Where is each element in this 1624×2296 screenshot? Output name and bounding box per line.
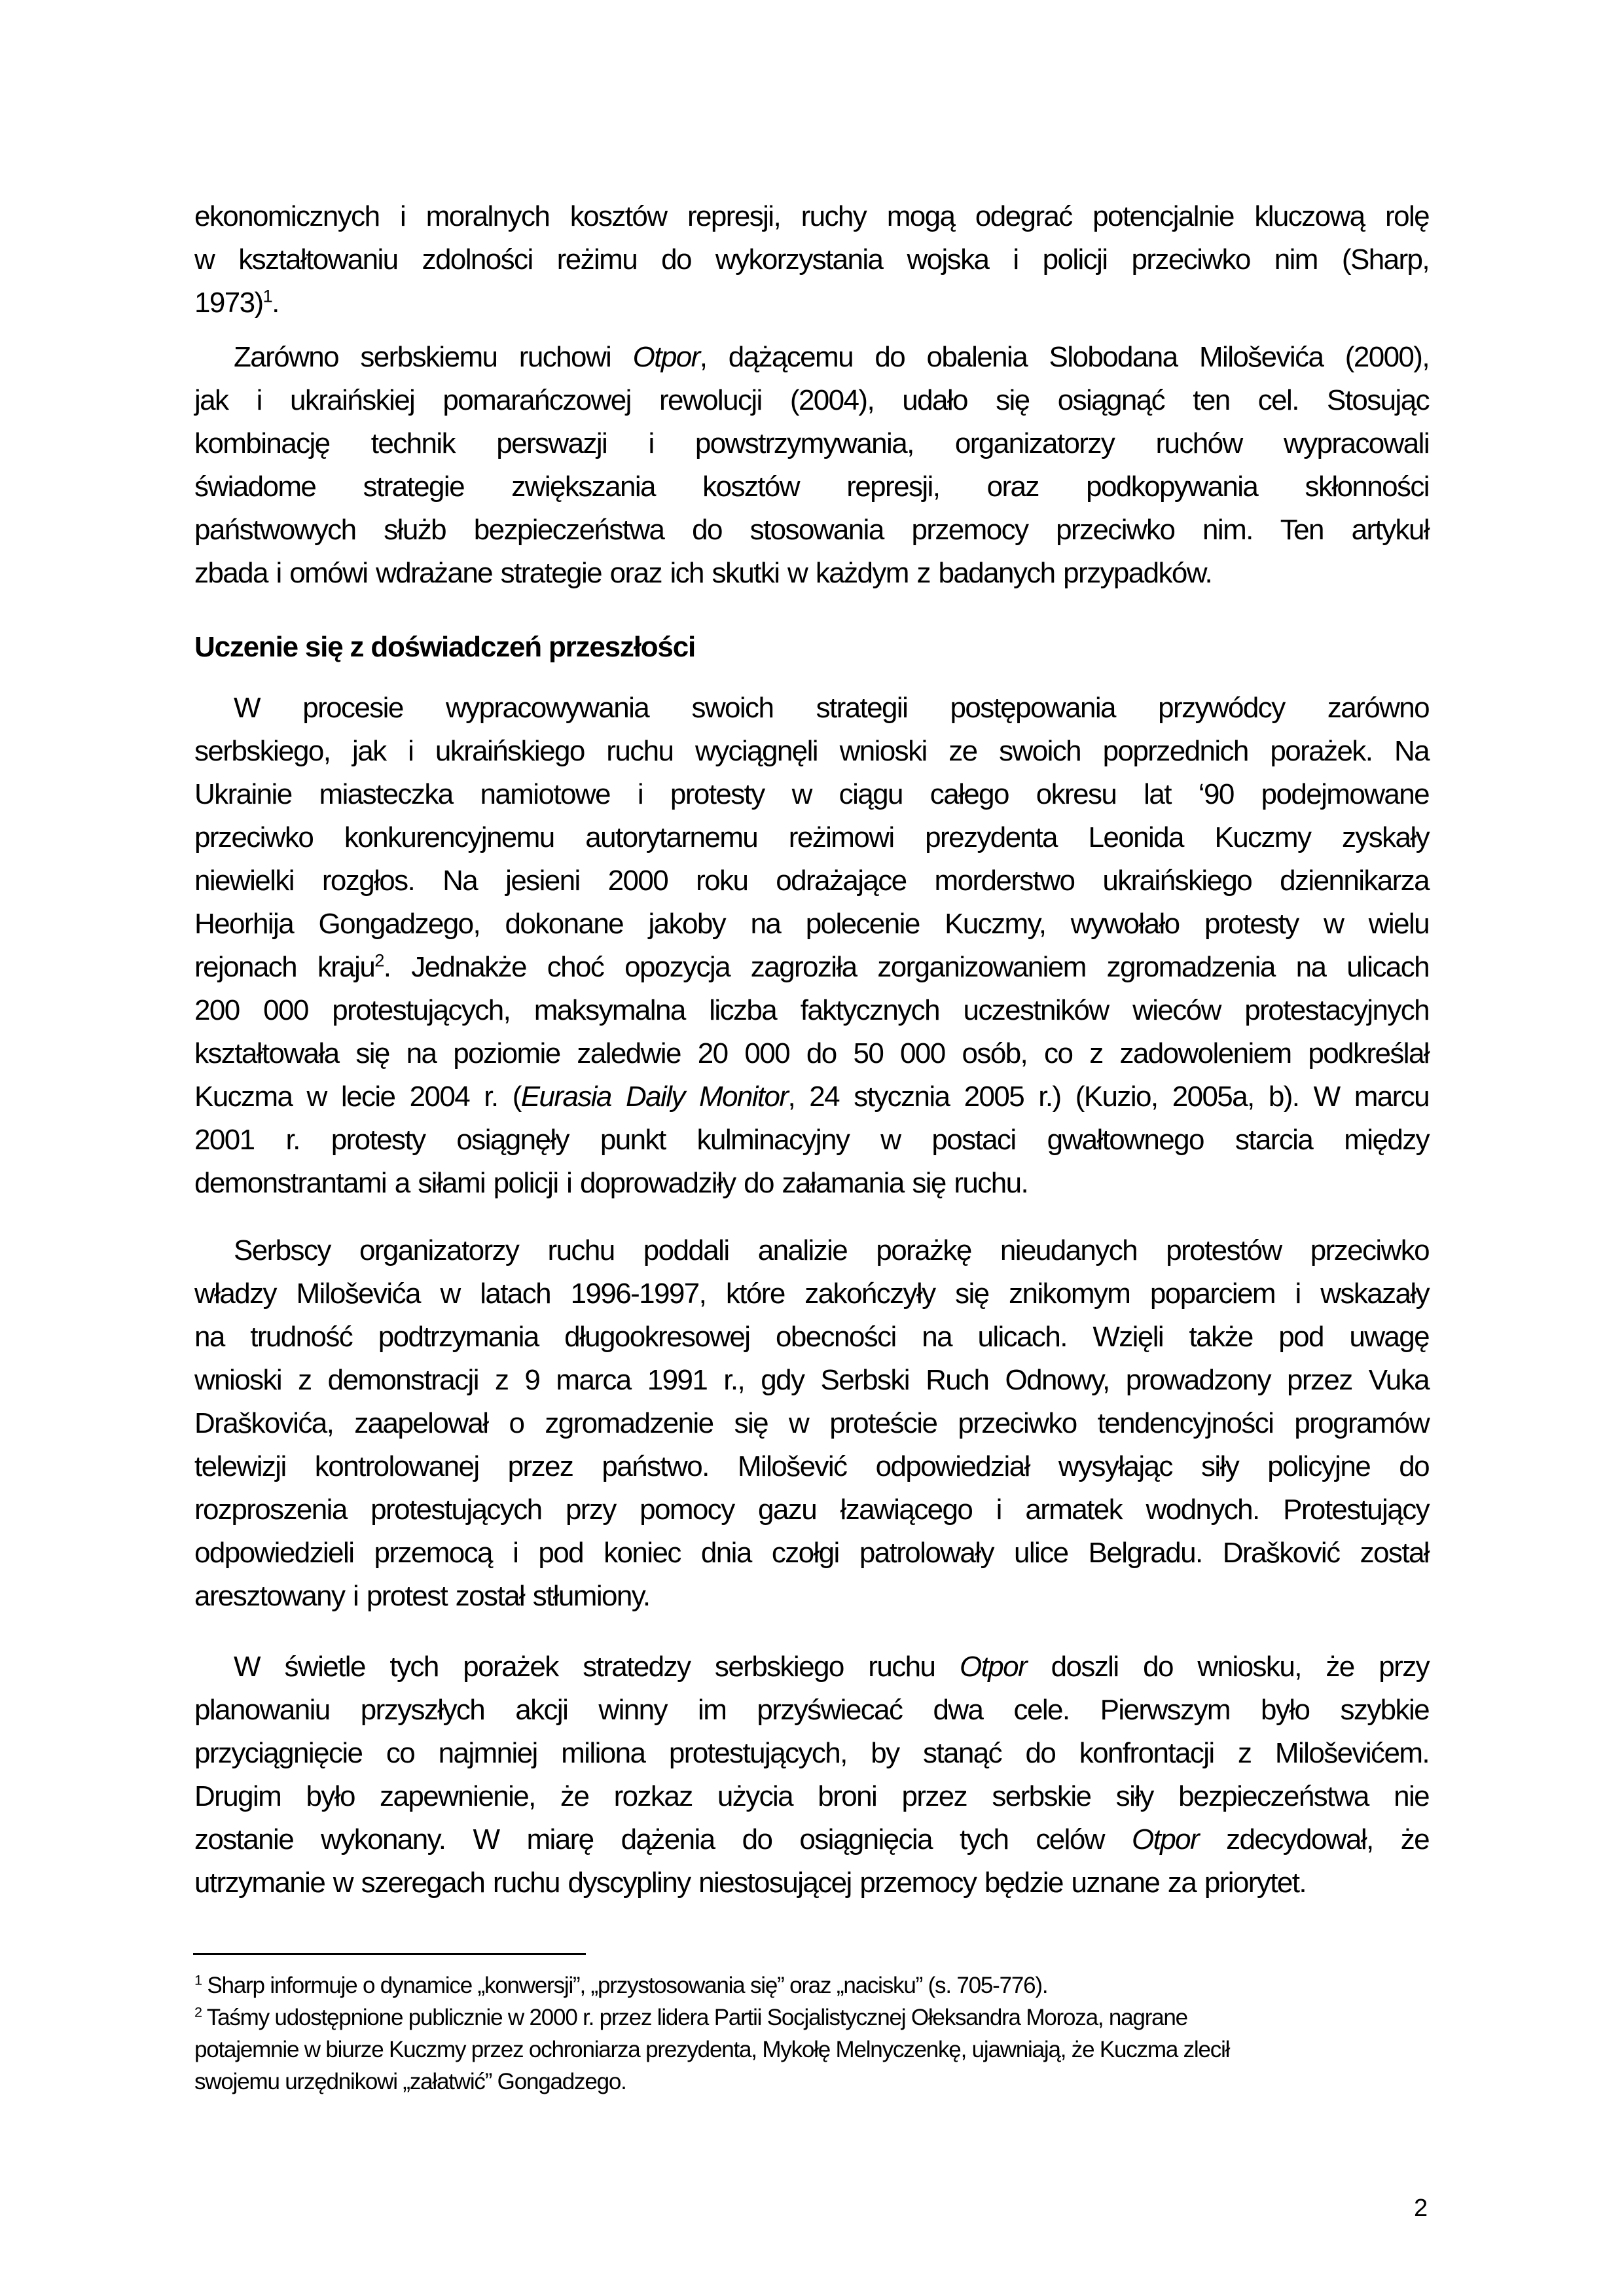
text-line	[194, 946, 1429, 989]
text-line: niewielki rozgłos. Na jesieni 2000 roku odrażające morderstwo ukraińskiego dziennikarza	[194, 865, 1429, 897]
text-line	[194, 281, 1429, 325]
text-run: zdecydował, że	[1199, 1823, 1429, 1856]
footnote-1	[194, 1969, 1429, 2001]
text-line	[194, 1075, 1429, 1119]
italic-source: Eurasia Daily Monitor	[520, 1081, 788, 1113]
page-number: 2	[1414, 2195, 1428, 2222]
text-line	[194, 1645, 1429, 1689]
text-line: w kształtowaniu zdolności reżimu do wykorzystania wojska i policji przeciwko nim (Sharp,	[194, 243, 1429, 276]
text-line: jak i ukraińskiej pomarańczowej rewolucji (2004), udało się osiągnąć ten cel. Stosując	[194, 384, 1429, 416]
text-line: aresztowany i protest został stłumiony.	[194, 1580, 650, 1612]
text-run: W świetle tych porażek stratedzy serbskiego ruchu	[234, 1651, 960, 1683]
text-line: ekonomicznych i moralnych kosztów represji, ruchy mogą odegrać potencjalnie kluczową rolę	[194, 200, 1429, 232]
text-line: przyciągnięcie co najmniej miliona protestujących, by stanąć do konfrontacji z Miloševićem.	[194, 1737, 1429, 1769]
text-line: Ukrainie miasteczka namiotowe i protesty w ciągu całego okresu lat ‘90 podejmowane	[194, 778, 1429, 810]
footnote-mark: 2	[194, 2003, 202, 2020]
italic-term: Otpor	[632, 341, 700, 373]
text-line	[194, 336, 1429, 379]
text-line: Heorhija Gongadzego, dokonane jakoby na polecenie Kuczmy, wywołało protesty w wielu	[194, 908, 1429, 940]
text-line: odpowiedzieli przemocą i pod koniec dnia czołgi patrolowały ulice Belgradu. Drašković został	[194, 1537, 1429, 1569]
text-line: kombinację technik perswazji i powstrzymywania, organizatorzy ruchów wypracowali	[194, 427, 1429, 459]
text-run: doszli do wniosku, że przy	[1026, 1651, 1429, 1683]
text-line: zbada i omówi wdrażane strategie oraz ich skutki w każdym z badanych przypadków.	[194, 557, 1212, 589]
text-line: Serbscy organizatorzy ruchu poddali analizie porażkę nieudanych protestów przeciwko	[234, 1234, 1429, 1266]
text-run: .	[272, 287, 279, 319]
text-line: świadome strategie zwiększania kosztów represji, oraz podkopywania skłonności	[194, 471, 1429, 503]
text-line: przeciwko konkurencyjnemu autorytarnemu reżimowi prezydenta Leonida Kuczmy zyskały	[194, 821, 1429, 853]
footnotes	[194, 1969, 1429, 2098]
footnote-mark: 1	[194, 1971, 202, 1988]
text-run: Kuczma w lecie 2004 r. (	[194, 1081, 521, 1113]
italic-term: Otpor	[1131, 1823, 1199, 1856]
text-line: na trudność podtrzymania długookresowej obecności na ulicach. Wzięli także pod uwagę	[194, 1321, 1429, 1353]
text-line: władzy Miloševića w latach 1996-1997, które zakończyły się znikomym poparciem i wskazały	[194, 1278, 1429, 1310]
text-run: . Jednakże choć opozycja zagroziła zorganizowaniem zgromadzenia na ulicach	[383, 951, 1429, 983]
text-line: W procesie wypracowywania swoich strategii postępowania przywódcy zarówno	[234, 692, 1429, 724]
footnote-2-line: potajemnie w biurze Kuczmy przez ochroniarza prezydenta, Mykołę Melnyczenkę, ujawniają, że Kuczma zlecił	[194, 2037, 1230, 2062]
text-run: 1973)	[194, 287, 263, 319]
footnote-ref-2[interactable]: 2	[374, 950, 384, 971]
paragraph-serbian-lessons	[194, 1229, 1429, 1618]
text-line: demonstrantami a siłami policji i doprowadziły do załamania się ruchu.	[194, 1167, 1028, 1199]
paragraph-ukraine-lessons	[194, 687, 1429, 1205]
text-line: utrzymanie w szeregach ruchu dyscypliny niestosującej przemocy będzie uznane za priorytet.	[194, 1867, 1306, 1899]
footnote-text: Sharp informuje o dynamice „konwersji”, „przystosowania się” oraz „nacisku” (s. 705-776).	[207, 1973, 1048, 1998]
text-line: rozproszenia protestujących przy pomocy gazu łzawiącego i armatek wodnych. Protestujący	[194, 1494, 1429, 1526]
footnote-2-line: swojemu urzędnikowi „załatwić” Gongadzego.	[194, 2069, 626, 2094]
text-line	[194, 1818, 1429, 1861]
text-line: kształtowała się na poziomie zaledwie 20 000 do 50 000 osób, co z zadowoleniem podkreślał	[194, 1037, 1429, 1069]
paragraph-otpor-goals	[194, 1645, 1429, 1905]
italic-term: Otpor	[959, 1651, 1027, 1683]
text-line: Drugim było zapewnienie, że rozkaz użycia broni przez serbskie siły bezpieczeństwa nie	[194, 1780, 1429, 1812]
text-run: rejonach kraju	[194, 951, 375, 983]
text-line: wnioski z demonstracji z 9 marca 1991 r., gdy Serbski Ruch Odnowy, prowadzony przez Vuka	[194, 1364, 1429, 1396]
text-run: Zarówno serbskiemu ruchowi	[234, 341, 633, 373]
text-line: Draškovića, zaapelował o zgromadzenie się w proteście przeciwko tendencyjności programów	[194, 1407, 1429, 1439]
text-run: , 24 stycznia 2005 r.) (Kuzio, 2005a, b). W marcu	[787, 1081, 1429, 1113]
paragraph-continuation	[194, 195, 1429, 325]
footnote-ref-1[interactable]: 1	[262, 285, 272, 306]
text-line: telewizji kontrolowanej przez państwo. Milošević odpowiedział wysyłając siły policyjne do	[194, 1450, 1429, 1482]
text-run: zostanie wykonany. W miarę dążenia do osiągnięcia tych celów	[194, 1823, 1132, 1856]
text-line: państwowych służb bezpieczeństwa do stosowania przemocy przeciwko nim. Ten artykuł	[194, 514, 1429, 546]
footnote-text: Taśmy udostępnione publicznie w 2000 r. przez lidera Partii Socjalistycznej Ołeksandra Moroza, nagrane	[206, 2005, 1187, 2030]
text-line: serbskiego, jak i ukraińskiego ruchu wyciągnęli wnioski ze swoich poprzednich porażek. Na	[194, 735, 1429, 767]
text-line: planowaniu przyszłych akcji winny im przyświecać dwa cele. Pierwszym było szybkie	[194, 1694, 1429, 1726]
footnote-2	[194, 2001, 1429, 2034]
section-heading: Uczenie się z doświadczeń przeszłości	[194, 631, 696, 663]
text-line: 2001 r. protesty osiągnęły punkt kulminacyjny w postaci gwałtownego starcia między	[194, 1124, 1429, 1156]
paragraph-otpor-intro	[194, 336, 1429, 595]
text-run: , dążącemu do obalenia Slobodana Miloševića (2000),	[699, 341, 1429, 373]
footnote-separator	[193, 1953, 586, 1955]
text-line: 200 000 protestujących, maksymalna liczba faktycznych uczestników wieców protestacyjnych	[194, 994, 1429, 1026]
